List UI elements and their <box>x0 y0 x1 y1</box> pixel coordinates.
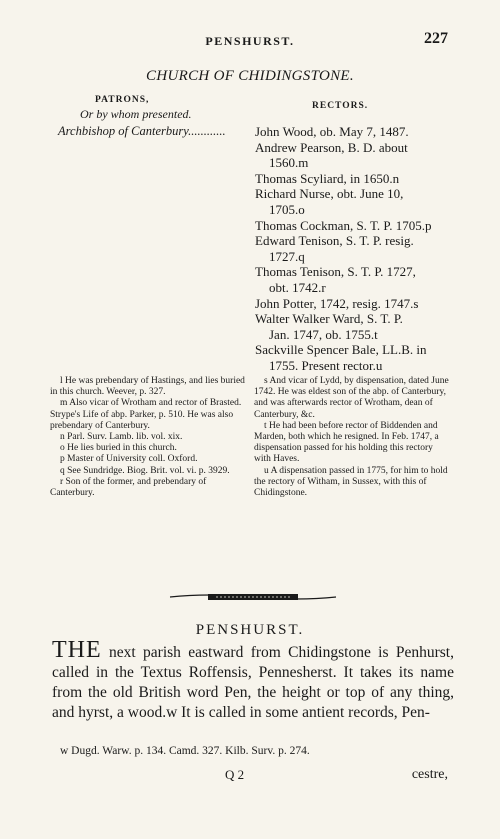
footnote: n Parl. Surv. Lamb. lib. vol. xix. <box>60 432 183 443</box>
body-initial: THE <box>52 637 102 663</box>
rector-line: John Wood, ob. May 7, 1487. <box>255 124 409 139</box>
rector-line: Walter Walker Ward, S. T. P. <box>255 311 403 327</box>
rector-line: Andrew Pearson, B. D. about <box>255 139 408 155</box>
rectors-list <box>255 124 455 374</box>
footnote: m Also vicar of Wrotham and rector of Brasted. Strype's Life of abp. Parker, p. 510. He was also prebendary of Canterbury. <box>50 398 242 431</box>
rector-line: Edward Tenison, S. T. P. resig. <box>255 233 414 249</box>
footnotes-right-column <box>254 376 450 499</box>
rector-line: Richard Nurse, obt. June 10, <box>255 186 404 202</box>
footer-footnote: w Dugd. Warw. p. 134. Camd. 327. Kilb. Surv. p. 274. <box>60 745 310 757</box>
rector-line: 1755. Present rector.u <box>269 357 383 373</box>
rector-line: Thomas Cockman, S. T. P. 1705.p <box>255 217 432 233</box>
footnote: o He lies buried in this church. <box>60 443 177 454</box>
footnote: r Son of the former, and prebendary of Canterbury. <box>50 476 207 499</box>
footnote: u A dispensation passed in 1775, for him to hold the rectory of Witham, in Sussex, with this of Chidingstone. <box>254 465 448 499</box>
rector-line: 1727.q <box>269 248 305 264</box>
catchword: cestre, <box>411 767 448 782</box>
rector-line: 1705.o <box>269 201 305 217</box>
rector-line: Sackville Spencer Bale, LL.B. in <box>255 342 427 358</box>
rector-line: Thomas Scyliard, in 1650.n <box>255 170 400 186</box>
running-title: PENSHURST. <box>205 34 295 48</box>
footnotes-left-column <box>50 376 250 499</box>
section-heading: PENSHURST. <box>195 622 305 638</box>
patrons-heading: PATRONS, <box>95 95 150 105</box>
ornament-divider-icon <box>168 590 338 604</box>
church-title: CHURCH OF CHIDINGSTONE. <box>146 68 354 84</box>
footnote: t He had been before rector of Biddenden and Marden, both which he resigned. In Feb. 1747, a dispensation passed for his holding this rectory with Haves. <box>254 420 439 465</box>
rectors-heading: RECTORS. <box>312 101 369 111</box>
body-text: next parish eastward from Chidingstone is Penhurst, called in the Textus Roffensis, Pennesherst. It takes its name from the old British word Pen, the height or top of any thing, and hyrst, a wood.w It is called in some antient records, Pen- <box>52 644 454 721</box>
patrons-subheading: Or by whom presented. <box>80 107 192 121</box>
page-number: 227 <box>424 30 448 47</box>
footnote: p Master of University coll. Oxford. <box>60 454 198 465</box>
rector-line: Thomas Tenison, S. T. P. 1727, <box>255 264 416 280</box>
rector-line: Jan. 1747, ob. 1755.t <box>269 326 378 342</box>
signature-mark: Q 2 <box>225 767 245 782</box>
rector-line: obt. 1742.r <box>269 279 326 295</box>
body-paragraph <box>52 637 454 723</box>
patron-entry: Archbishop of Canterbury............ <box>58 124 226 138</box>
rector-line: 1560.m <box>269 155 309 171</box>
footnote: q See Sundridge. Biog. Brit. vol. vi. p. 3929. <box>60 465 230 476</box>
rector-line: John Potter, 1742, resig. 1747.s <box>255 295 419 311</box>
footnote: s And vicar of Lydd, by dispensation, dated June 1742. He was eldest son of the abp. of Canterbury, and was afterwards rector of Wrotham, dean of Canterbury, &c. <box>254 376 449 420</box>
footnote: l He was prebendary of Hastings, and lies buried in this church. Weever, p. 327. <box>50 376 245 398</box>
